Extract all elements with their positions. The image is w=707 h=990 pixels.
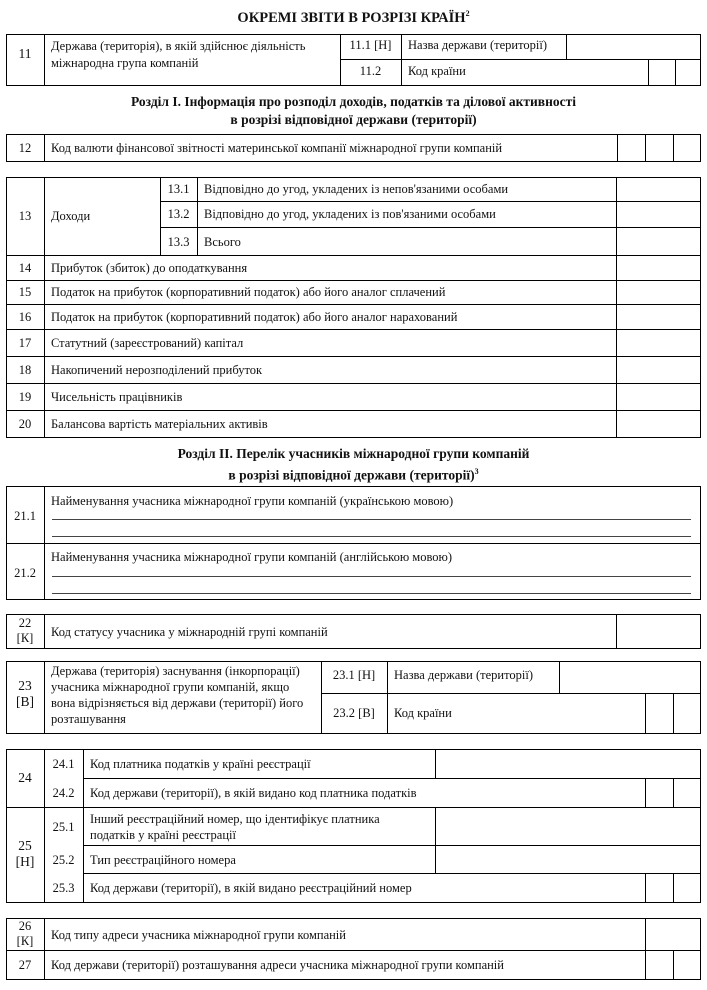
row-number: 26 xyxy=(18,919,32,933)
sub-number: 13.1 xyxy=(167,182,190,196)
sub-number: 23.1 [Н] xyxy=(332,668,376,682)
income-related-field[interactable] xyxy=(617,202,700,227)
registration-number-type-field[interactable] xyxy=(436,846,700,873)
row-label: Найменування учасника міжнародної групи компаній (українською мовою) xyxy=(51,494,454,508)
row-label: Податок на прибуток (корпоративний податок) або його аналог сплачений xyxy=(51,285,446,299)
sub-number: 23.2 [В] xyxy=(333,706,375,720)
row-number: 19 xyxy=(18,390,32,404)
row-number: 22 xyxy=(18,616,32,630)
retained-earnings-field[interactable] xyxy=(617,357,700,383)
row-label: Держава (територія) заснування (інкорпорації) xyxy=(51,664,300,678)
title-footnote: 2 xyxy=(465,9,470,18)
registration-country-code-char-2[interactable] xyxy=(674,874,700,902)
sub-label: Всього xyxy=(204,235,241,249)
taxpayer-code-field[interactable] xyxy=(436,750,700,778)
other-registration-number-field[interactable] xyxy=(436,808,700,845)
tax-paid-field[interactable] xyxy=(617,281,700,304)
row-label: Найменування учасника міжнародної групи компаній (англійською мовою) xyxy=(51,550,453,564)
row-label: розташування xyxy=(51,712,126,726)
sub-number: 25.1 xyxy=(52,820,75,834)
row-number: 24 xyxy=(18,770,32,785)
row-mark: [В] xyxy=(16,694,34,709)
row-label: Прибуток (збиток) до оподаткування xyxy=(51,261,248,275)
section-1-line-2: в розрізі відповідної держави (території) xyxy=(230,112,477,127)
name-english-input[interactable] xyxy=(50,566,695,596)
row-label: Балансова вартість матеріальних активів xyxy=(51,417,268,431)
sub-label: Відповідно до угод, укладених із непов'язаними особами xyxy=(204,182,509,196)
profit-before-tax-field[interactable] xyxy=(617,256,700,280)
taxpayer-country-code-char-2[interactable] xyxy=(674,779,700,807)
address-type-code-field[interactable] xyxy=(646,919,700,950)
sub-label: Інший реєстраційний номер, що ідентифікує платника xyxy=(90,812,380,826)
sub-number: 24.1 xyxy=(52,757,75,771)
sub-label: Код платника податків у країні реєстрації xyxy=(90,757,311,771)
row-label: Код статусу учасника у міжнародній групі компаній xyxy=(51,625,328,639)
row-mark: [К] xyxy=(16,631,34,645)
row-label: Держава (територія), в якій здійснює діяльність xyxy=(51,39,306,53)
sub-number: 11.2 xyxy=(359,64,382,78)
sub-number: 24.2 xyxy=(52,786,75,800)
row-label: міжнародна група компаній xyxy=(51,56,199,70)
row-number: 16 xyxy=(18,310,32,324)
row-number: 23 xyxy=(18,678,32,693)
row-label: Податок на прибуток (корпоративний податок) або його аналог нарахований xyxy=(51,310,458,324)
address-country-code-char-2[interactable] xyxy=(674,951,700,979)
address-country-code-char-1[interactable] xyxy=(646,951,673,979)
sub-number: 25.2 xyxy=(52,853,75,867)
row-number: 21.1 xyxy=(14,509,36,523)
title-text: ОКРЕМІ ЗВІТИ В РОЗРІЗІ КРАЇН xyxy=(237,9,466,26)
incorporation-country-code-char-1[interactable] xyxy=(646,694,673,733)
sub-label: Код держави (території), в якій видано реєстраційний номер xyxy=(90,881,412,895)
section-1-line-1: Розділ І. Інформація про розподіл доходів, податків та ділової активності xyxy=(131,94,576,109)
income-total-field[interactable] xyxy=(617,228,700,255)
row-number: 20 xyxy=(18,417,32,431)
row-label: Статутний (зареєстрований) капітал xyxy=(51,336,244,350)
row-mark: [К] xyxy=(16,934,34,948)
sub-label: Відповідно до угод, укладених із пов'язаними особами xyxy=(204,207,496,221)
row-number: 12 xyxy=(18,141,32,155)
sub-label: Назва держави (території) xyxy=(408,38,548,52)
sub-number: 13.2 xyxy=(167,207,190,221)
sub-label: Код держави (території), в якій видано код платника податків xyxy=(90,786,417,800)
sub-label: Код країни xyxy=(394,706,452,720)
section-2-heading xyxy=(0,445,707,485)
row-label: Доходи xyxy=(51,209,91,223)
name-ukrainian-input[interactable] xyxy=(50,510,695,540)
row-mark: [Н] xyxy=(15,854,35,869)
incorporation-country-code-char-2[interactable] xyxy=(674,694,700,733)
currency-code-char-1[interactable] xyxy=(618,135,645,161)
row-number: 27 xyxy=(18,958,32,972)
row-number: 13 xyxy=(18,209,32,223)
row-number: 14 xyxy=(18,261,32,275)
currency-code-char-3[interactable] xyxy=(674,135,700,161)
row-label: Накопичений нерозподілений прибуток xyxy=(51,363,263,377)
sub-number: 11.1 [Н] xyxy=(349,38,392,52)
sub-label: податків у країні реєстрації xyxy=(90,828,236,842)
row-number: 18 xyxy=(18,363,32,377)
tangible-assets-field[interactable] xyxy=(617,411,700,437)
row-label: Код валюти фінансової звітності материнської компанії міжнародної групи компаній xyxy=(51,141,503,155)
section-2-line-1: Розділ ІІ. Перелік учасників міжнародної групи компаній xyxy=(177,446,530,461)
employees-field[interactable] xyxy=(617,384,700,410)
row-number: 11 xyxy=(18,46,32,61)
row-number: 25 xyxy=(18,838,32,853)
sub-label: Код країни xyxy=(408,64,466,78)
incorporation-country-name-field[interactable] xyxy=(560,662,700,693)
row-label: вона відрізняється від держави (території) його xyxy=(51,696,304,710)
country-name-field[interactable] xyxy=(567,35,700,58)
section-2-footnote: 3 xyxy=(474,467,479,476)
sub-label: Назва держави (території) xyxy=(394,668,534,682)
tax-accrued-field[interactable] xyxy=(617,305,700,329)
section-1-heading xyxy=(0,93,707,129)
section-2-line-2: в розрізі відповідної держави (території) xyxy=(228,467,475,483)
sub-number: 13.3 xyxy=(167,235,190,249)
country-code-char-2[interactable] xyxy=(676,60,700,85)
registration-country-code-char-1[interactable] xyxy=(646,874,673,902)
taxpayer-country-code-char-1[interactable] xyxy=(646,779,673,807)
income-unrelated-field[interactable] xyxy=(617,178,700,201)
row-label: Чисельність працівників xyxy=(51,390,183,404)
row-label: Код типу адреси учасника міжнародної групи компаній xyxy=(51,928,346,942)
status-code-field[interactable] xyxy=(617,615,700,648)
sub-number: 25.3 xyxy=(52,881,75,895)
document-title xyxy=(0,9,707,27)
country-code-char-1[interactable] xyxy=(649,60,675,85)
row-label: учасника міжнародної групи компаній, якщо xyxy=(51,680,290,694)
row-label: Код держави (території) розташування адреси учасника міжнародної групи компаній xyxy=(51,958,504,972)
row-number: 15 xyxy=(18,285,32,299)
row-number: 21.2 xyxy=(14,566,36,580)
currency-code-char-2[interactable] xyxy=(646,135,673,161)
stated-capital-field[interactable] xyxy=(617,330,700,356)
row-number: 17 xyxy=(18,336,32,350)
sub-label: Тип реєстраційного номера xyxy=(90,853,236,867)
